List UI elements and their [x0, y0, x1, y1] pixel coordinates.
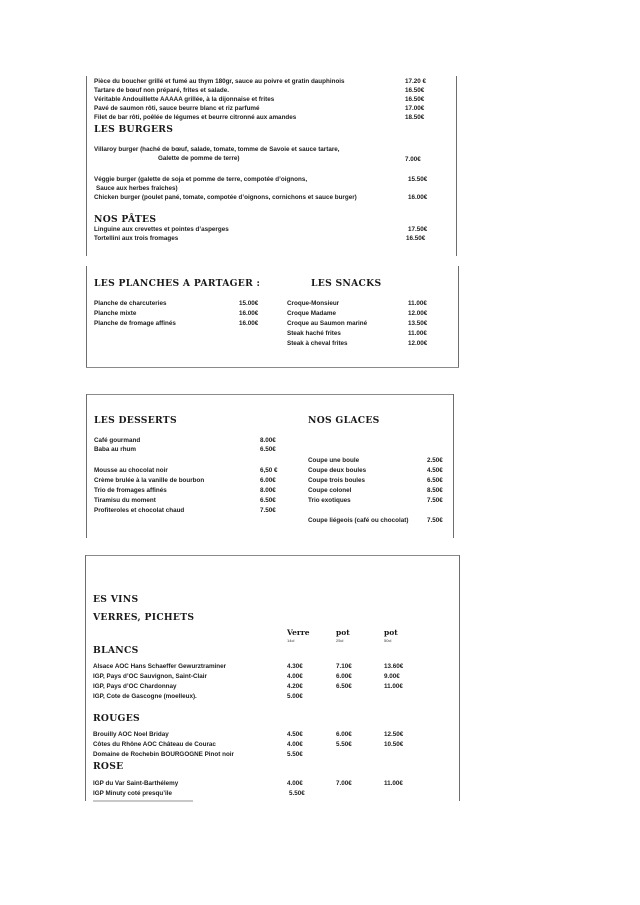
burger-description-cont: Sauce aux herbes fraîches) — [96, 185, 178, 192]
verres-pichets-heading: VERRES, PICHETS — [93, 612, 195, 623]
dessert-price: 7.50€ — [260, 507, 276, 514]
box2-bottom-border — [86, 367, 459, 368]
burgers-heading: LES BURGERS — [94, 124, 174, 135]
burger-description: Chicken burger (poulet pané, tomate, compotée d’oignons, cornichons et sauce burger) — [94, 194, 357, 201]
glace-price: 7.50€ — [427, 517, 443, 524]
snack-name: Steak à cheval frites — [287, 340, 348, 347]
planche-name: Planche de fromage affinés — [94, 320, 176, 327]
dessert-name: Crème brulée à la vanille de bourbon — [94, 477, 205, 484]
wine-price-verre: 4.30€ — [287, 663, 303, 670]
wine-price-pot25: 6.00€ — [336, 731, 352, 738]
wine-price-verre: 5.50€ — [287, 751, 303, 758]
wine-price-verre: 4.20€ — [287, 683, 303, 690]
wine-price-pot50: 10.50€ — [384, 741, 404, 748]
main-dish-name: Pièce du boucher grillé et fumé au thym 180gr, sauce au poivre et gratin dauphinois — [94, 78, 345, 85]
box2-right-border — [458, 266, 459, 368]
dessert-price: 6,50 € — [260, 467, 278, 474]
glace-price: 6.50€ — [427, 477, 443, 484]
wine-price-verre: 4.50€ — [287, 731, 303, 738]
pates-heading: NOS PÂTES — [94, 214, 157, 225]
snack-price: 12.00€ — [408, 340, 428, 347]
burger-price: 15.50€ — [408, 176, 428, 183]
glace-name: Coupe liégeois (café ou chocolat) — [308, 517, 409, 524]
column-header-pot-50: pot — [384, 628, 398, 637]
burger-description-cont: Galette de pomme de terre) — [158, 155, 240, 162]
snack-name: Croque au Saumon mariné — [287, 320, 368, 327]
main-dish-price: 17.00€ — [405, 105, 425, 112]
dessert-price: 8.00€ — [260, 487, 276, 494]
dessert-price: 6.00€ — [260, 477, 276, 484]
box3-left-border — [86, 394, 87, 538]
wine-name: IGP, Cote de Gascogne (moelleux). — [93, 693, 197, 700]
wine-name: IGP Minuty coté presqu’ile — [93, 790, 172, 797]
burger-description: Véggie burger (galette de soja et pomme de terre, compotée d’oignons, — [94, 176, 308, 183]
wine-name: Côtes du Rhône AOC Château de Courac — [93, 741, 216, 748]
rouges-heading: ROUGES — [93, 713, 140, 724]
dessert-price: 8.00€ — [260, 437, 276, 444]
main-dish-price: 16.50€ — [405, 87, 425, 94]
wine-price-pot25: 6.00€ — [336, 673, 352, 680]
wine-price-pot25: 7.10€ — [336, 663, 352, 670]
dessert-name: Profiteroles et chocolat chaud — [94, 507, 185, 514]
wine-price-pot25: 7.00€ — [336, 780, 352, 787]
snack-price: 12.00€ — [408, 310, 428, 317]
main-dish-name: Filet de bar rôti, poêlée de légumes et beurre citronné aux amandes — [94, 114, 297, 121]
snack-name: Steak haché frites — [287, 330, 341, 337]
glace-price: 4.50€ — [427, 467, 443, 474]
wine-price-verre: 5.50€ — [289, 790, 305, 797]
wine-price-pot25: 5.50€ — [336, 741, 352, 748]
dessert-price: 6.50€ — [260, 446, 276, 453]
wine-name: Alsace AOC Hans Schaeffer Gewurztraminer — [93, 663, 227, 670]
main-dish-name: Pavé de saumon rôti, sauce beurre blanc et riz parfumé — [94, 105, 260, 112]
wine-name: IGP du Var Saint-Barthélemy — [93, 780, 179, 787]
wine-price-pot50: 9.00€ — [384, 673, 400, 680]
wine-name: IGP, Pays d’OC Sauvignon, Saint-Clair — [93, 673, 207, 680]
box4-top-border — [85, 555, 460, 556]
column-header-verre: Verre — [287, 628, 310, 637]
wine-price-pot25: 6.50€ — [336, 683, 352, 690]
burger-description: Villaroy burger (haché de bœuf, salade, tomate, tomme de Savoie et sauce tartare, — [94, 146, 340, 153]
pasta-name: Tortellini aux trois fromages — [94, 235, 179, 242]
column-subheader-50cl: 50cl — [384, 638, 392, 643]
blancs-heading: BLANCS — [93, 645, 139, 656]
box3-top-border — [86, 394, 454, 395]
dessert-price: 6.50€ — [260, 497, 276, 504]
glace-name: Trio exotiques — [308, 497, 351, 504]
snack-price: 11.00€ — [408, 330, 427, 337]
box4-left-border — [85, 555, 86, 801]
snack-name: Croque Madame — [287, 310, 336, 317]
rose-heading: ROSE — [93, 761, 124, 772]
glace-name: Coupe trois boules — [308, 477, 366, 484]
snack-name: Croque-Monsieur — [287, 300, 340, 307]
column-header-pot-25: pot — [336, 628, 350, 637]
box1-left-border — [86, 76, 87, 256]
vins-heading: ES VINS — [93, 594, 139, 605]
wine-price-pot50: 12.50€ — [384, 731, 404, 738]
snack-price: 11.00€ — [408, 300, 427, 307]
planche-name: Planche mixte — [94, 310, 137, 317]
snacks-heading: LES SNACKS — [311, 278, 382, 289]
dessert-name: Mousse au chocolat noir — [94, 467, 168, 474]
wine-price-pot50: 13.60€ — [384, 663, 404, 670]
glace-price: 8.50€ — [427, 487, 443, 494]
desserts-heading: LES DESSERTS — [94, 415, 177, 426]
wine-price-pot50: 11.00€ — [384, 780, 403, 787]
box1-right-border — [456, 76, 457, 256]
column-subheader-25cl: 25cl — [336, 638, 344, 643]
cut-off-row — [93, 800, 193, 802]
wine-price-verre: 4.00€ — [287, 673, 303, 680]
main-dish-name: Tartare de bœuf non préparé, frites et salade. — [94, 87, 229, 94]
wine-name: Brouilly AOC Noel Briday — [93, 731, 169, 738]
glaces-heading: NOS GLACES — [308, 415, 380, 426]
pasta-price: 16.50€ — [406, 235, 426, 242]
dessert-name: Tiramisu du moment — [94, 497, 156, 504]
planche-price: 15.00€ — [239, 300, 259, 307]
planche-price: 16.00€ — [239, 320, 259, 327]
box2-left-border — [86, 266, 87, 368]
pasta-name: Linguine aux crevettes et pointes d’asperges — [94, 226, 229, 233]
main-dish-price: 18.50€ — [405, 114, 425, 121]
wine-price-verre: 5.00€ — [287, 693, 303, 700]
wine-name: IGP, Pays d’OC Chardonnay — [93, 683, 177, 690]
planches-heading: LES PLANCHES A PARTAGER : — [94, 278, 261, 289]
wine-name: Domaine de Rochebin BOURGOGNE Pinot noir — [93, 751, 234, 758]
wine-price-verre: 4.00€ — [287, 780, 303, 787]
pasta-price: 17.50€ — [408, 226, 428, 233]
main-dish-name: Véritable Andouillette AAAAA grillée, à la dijonnaise et frites — [94, 96, 275, 103]
glace-name: Coupe une boule — [308, 457, 360, 464]
dessert-name: Trio de fromages affinés — [94, 487, 167, 494]
dessert-name: Café gourmand — [94, 437, 141, 444]
box4-right-border — [459, 555, 460, 801]
glace-price: 2.50€ — [427, 457, 443, 464]
dessert-name: Baba au rhum — [94, 446, 136, 453]
wine-price-pot50: 11.00€ — [384, 683, 403, 690]
snack-price: 13.50€ — [408, 320, 428, 327]
planche-price: 16.00€ — [239, 310, 259, 317]
burger-price: 16.00€ — [408, 194, 428, 201]
main-dish-price: 16.50€ — [405, 96, 425, 103]
wine-price-verre: 4.00€ — [287, 741, 303, 748]
planche-name: Planche de charcuteries — [94, 300, 167, 307]
glace-price: 7.50€ — [427, 497, 443, 504]
main-dish-price: 17.20 € — [405, 78, 427, 85]
column-subheader-14cl: 14cl — [287, 638, 295, 643]
box3-right-border — [453, 394, 454, 538]
glace-name: Coupe deux boules — [308, 467, 367, 474]
glace-name: Coupe colonel — [308, 487, 352, 494]
burger-price: 7.00€ — [405, 156, 421, 163]
